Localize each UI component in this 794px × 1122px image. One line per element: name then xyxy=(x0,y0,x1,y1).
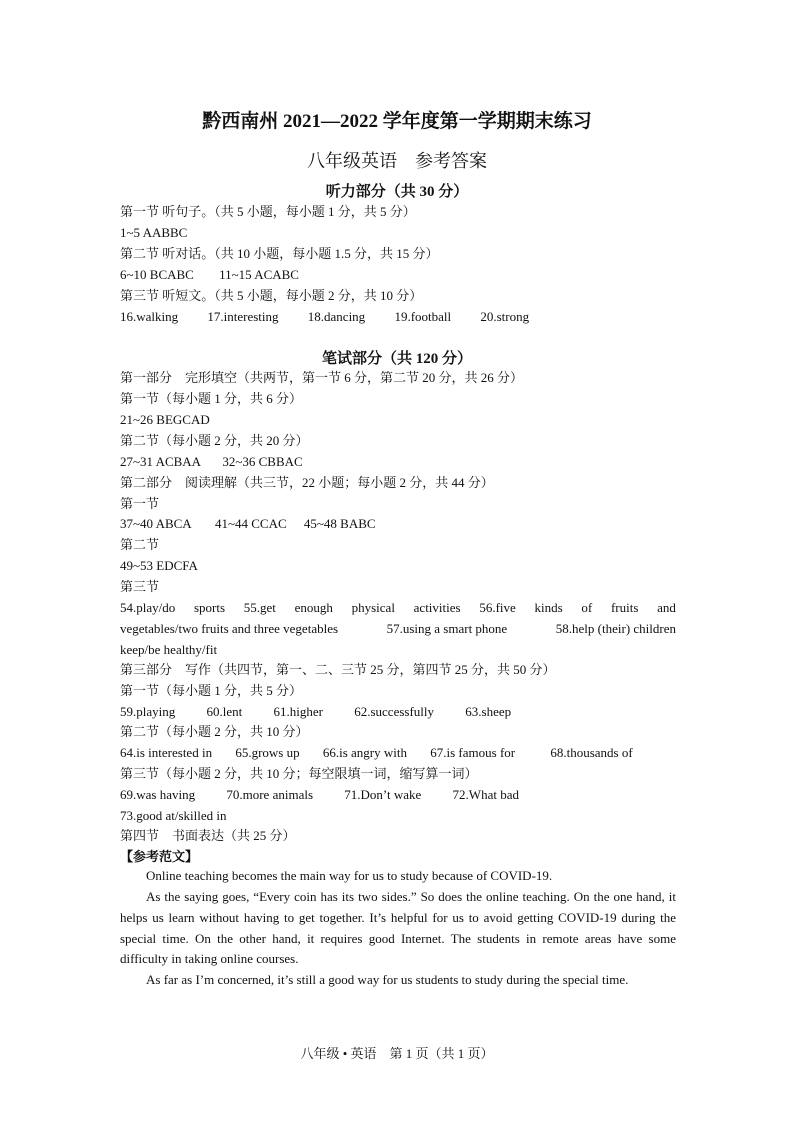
part3-s3-answer-73: 73.good at/skilled in xyxy=(120,808,227,823)
page-footer: 八年级 • 英语 第 1 页（共 1 页） xyxy=(300,1046,494,1061)
page-title: 黔西南州 2021—2022 学年度第一学期期末练习 xyxy=(202,111,592,132)
answer-item: 67.is famous for xyxy=(430,745,516,760)
answer-item: 20.strong xyxy=(480,309,530,324)
sample-essay-paragraph: As far as I’m concerned, it’s still a good way for us students to study during the special time. xyxy=(146,972,629,987)
listening-s2-title: 第二节 听对话。（共 10 小题，每小题 1.5 分，共 15 分） xyxy=(120,246,439,261)
part2-s1-title: 第一节 xyxy=(120,496,160,511)
answer-item: 68.thousands of xyxy=(550,745,633,760)
answer-word: enough xyxy=(294,600,333,615)
answer-item: 61.higher xyxy=(273,704,323,719)
answer-group: 41~44 CCAC xyxy=(214,516,287,531)
answer-item: 19.football xyxy=(394,309,452,324)
part1-s1-title: 第一节（每小题 1 分，共 6 分） xyxy=(120,391,303,406)
answer-phrase: vegetables/two fruits and three vegetables xyxy=(120,621,339,636)
answer-word: of xyxy=(581,600,593,615)
answer-item: 65.grows up xyxy=(235,745,300,760)
answer-phrase: 58.help (their) children xyxy=(555,621,676,636)
part1-s2-title: 第二节（每小题 2 分，共 20 分） xyxy=(120,433,309,448)
listening-header: 听力部分（共 30 分） xyxy=(325,184,469,200)
part2-s2-title: 第二节 xyxy=(120,537,160,552)
part3-s2-title: 第二节（每小题 2 分，共 10 分） xyxy=(120,724,309,739)
listening-s3-answers xyxy=(120,309,529,325)
answer-group: 11~15 ACABC xyxy=(219,267,299,282)
listening-s3-title: 第三节 听短文。（共 5 小题，每小题 2 分，共 10 分） xyxy=(120,288,423,303)
answer-item: 59.playing xyxy=(120,704,176,719)
answer-word: fruits xyxy=(610,600,639,615)
answer-group: 37~40 ABCA xyxy=(120,516,192,531)
part3-s1-title: 第一节（每小题 1 分，共 5 分） xyxy=(120,683,303,698)
part3-s3-title: 第三节（每小题 2 分，共 10 分；每空限填一词，缩写算一词） xyxy=(120,766,478,781)
part2-s2-answers: 49~53 EDCFA xyxy=(120,558,198,573)
part3-s4-title: 第四节 书面表达（共 25 分） xyxy=(120,828,296,843)
written-header: 笔试部分（共 120 分） xyxy=(321,351,472,367)
answer-group: 6~10 BCABC xyxy=(120,267,194,282)
part1-s1-answers: 21~26 BEGCAD xyxy=(120,412,210,427)
part3-s3-answers xyxy=(120,787,519,803)
part3-s2-answers xyxy=(120,745,633,761)
answer-word: activities xyxy=(413,600,461,615)
answer-item: 69.was having xyxy=(120,787,196,802)
answer-group: 32~36 CBBAC xyxy=(222,454,303,469)
answer-word: kinds xyxy=(534,600,563,615)
part1-title: 第一部分 完形填空（共两节，第一节 6 分，第二节 20 分，共 26 分） xyxy=(120,370,524,385)
part2-s3-line2 xyxy=(120,621,676,637)
answer-item: 62.successfully xyxy=(354,704,435,719)
answer-item: 16.walking xyxy=(120,309,179,324)
answer-item: 70.more animals xyxy=(226,787,314,802)
answer-group: 27~31 ACBAA xyxy=(120,454,202,469)
answer-item: 63.sheep xyxy=(465,704,512,719)
answer-item: 71.Don’t wake xyxy=(344,787,422,802)
part2-s3-line1 xyxy=(120,600,676,616)
sample-essay-header: 【参考范文】 xyxy=(120,849,199,864)
part1-s2-answers xyxy=(120,454,303,470)
answer-item: 72.What bad xyxy=(452,787,519,802)
sample-essay-paragraph: Online teaching becomes the main way for us to study because of COVID-19. xyxy=(146,868,553,883)
part2-title: 第二部分 阅读理解（共三节，22 小题；每小题 2 分，共 44 分） xyxy=(120,475,494,490)
answer-word: 56.five xyxy=(479,600,516,615)
page-subtitle: 八年级英语 参考答案 xyxy=(307,151,487,171)
answer-item: 66.is angry with xyxy=(322,745,407,760)
answer-word: physical xyxy=(351,600,395,615)
answer-word: sports xyxy=(193,600,226,615)
answer-phrase: 57.using a smart phone xyxy=(386,621,508,636)
answer-item: 17.interesting xyxy=(207,309,279,324)
answer-item: 60.lent xyxy=(206,704,243,719)
answer-word: 54.play/do xyxy=(120,600,176,615)
listening-s1-answers: 1~5 AABBC xyxy=(120,225,188,240)
answer-item: 18.dancing xyxy=(307,309,366,324)
part2-s1-answers xyxy=(120,516,376,532)
sample-essay-paragraph: As the saying goes, “Every coin has its two sides.” So does the online teaching. On the one hand, it helps us learn without having to get together. It’s helpful for us to avoid getting COVID-19 during the special time. On the other hand, it requires good Internet. The students in remote areas have some difficulty in taking online courses. xyxy=(120,889,676,967)
listening-s2-answers xyxy=(120,267,299,283)
listening-s1-title: 第一节 听句子。（共 5 小题，每小题 1 分，共 5 分） xyxy=(120,204,416,219)
answer-item: 64.is interested in xyxy=(120,745,213,760)
part2-s3-title: 第三节 xyxy=(120,579,160,594)
answer-word: and xyxy=(657,600,676,615)
part2-s3-line3: keep/be healthy/fit xyxy=(120,642,218,657)
part3-title: 第三部分 写作（共四节，第一、二、三节 25 分，第四节 25 分，共 50 分） xyxy=(120,662,556,677)
part3-s1-answers xyxy=(120,704,511,720)
answer-word: 55.get xyxy=(243,600,276,615)
answer-group: 45~48 BABC xyxy=(303,516,376,531)
